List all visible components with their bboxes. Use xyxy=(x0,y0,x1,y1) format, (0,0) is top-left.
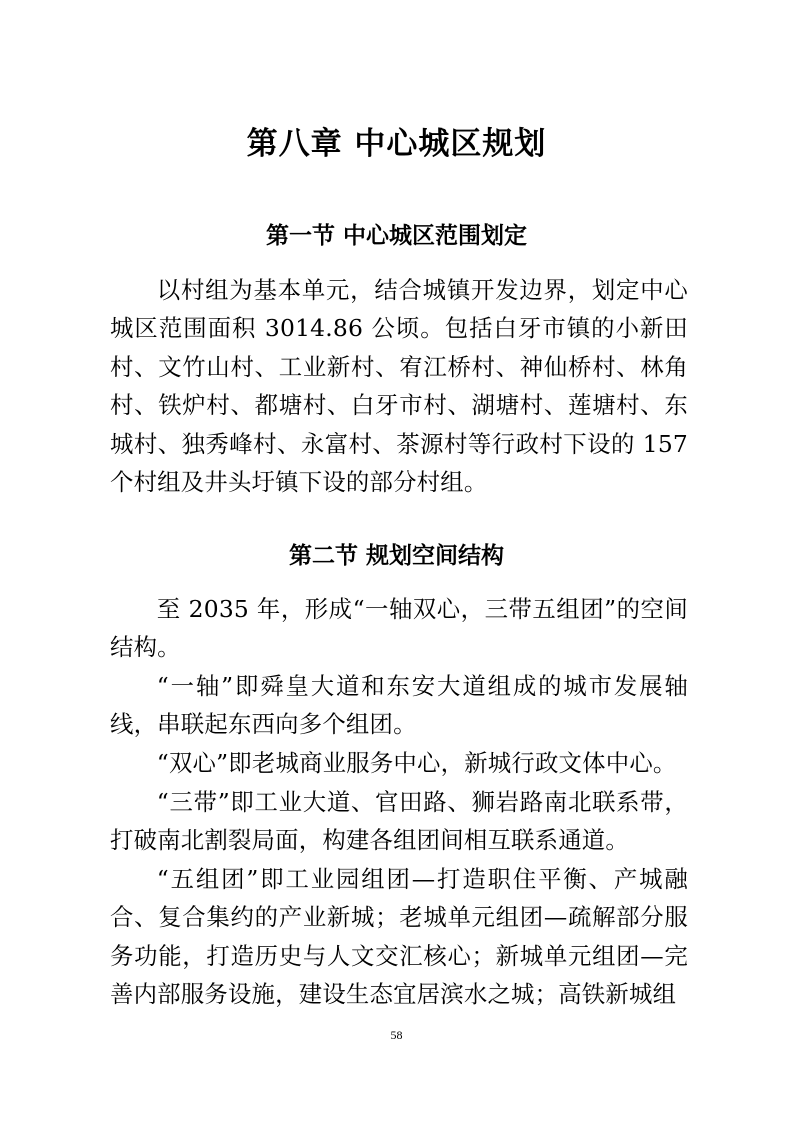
paragraph-structure-overview: 至 2035 年，形成“一轴双心，三带五组团”的空间结构。 xyxy=(110,595,688,662)
section-title-1: 第一节 中心城区范围划定 xyxy=(265,223,527,249)
chapter-title: 第八章 中心城区规划 xyxy=(246,126,547,162)
paragraph-two-centers: “双心”即老城商业服务中心，新城行政文体中心。 xyxy=(156,749,677,777)
page-number: 58 xyxy=(390,1028,403,1042)
paragraph-scope: 以村组为基本单元，结合城镇开发边界，划定中心城区范围面积 3014.86 公顷。包括白牙市镇的小新田村、文竹山村、工业新村、宥江桥村、神仙桥村、林角村、铁炉村、都塘村、白牙市村、湖塘村、莲塘村、东城村、独秀峰村、永富村、茶源村等行政村下设的 157 个村组及井头圩镇下设的部分村组。 xyxy=(110,276,688,497)
paragraph-three-belts: “三带”即工业大道、官田路、狮岩路南北联系带，打破南北割裂局面，构建各组团间相互联系通道。 xyxy=(110,788,688,855)
section-title-2: 第二节 规划空间结构 xyxy=(288,543,504,569)
paragraph-five-clusters: “五组团”即工业园组团—打造职住平衡、产城融合、复合集约的产业新城；老城单元组团—疏解部分服务功能，打造历史与人文交汇核心；新城单元组团—完善内部服务设施，建设生态宜居滨水之城；高铁新城组 xyxy=(110,865,688,1009)
paragraph-one-axis: “一轴”即舜皇大道和东安大道组成的城市发展轴线，串联起东西向多个组团。 xyxy=(110,672,688,739)
